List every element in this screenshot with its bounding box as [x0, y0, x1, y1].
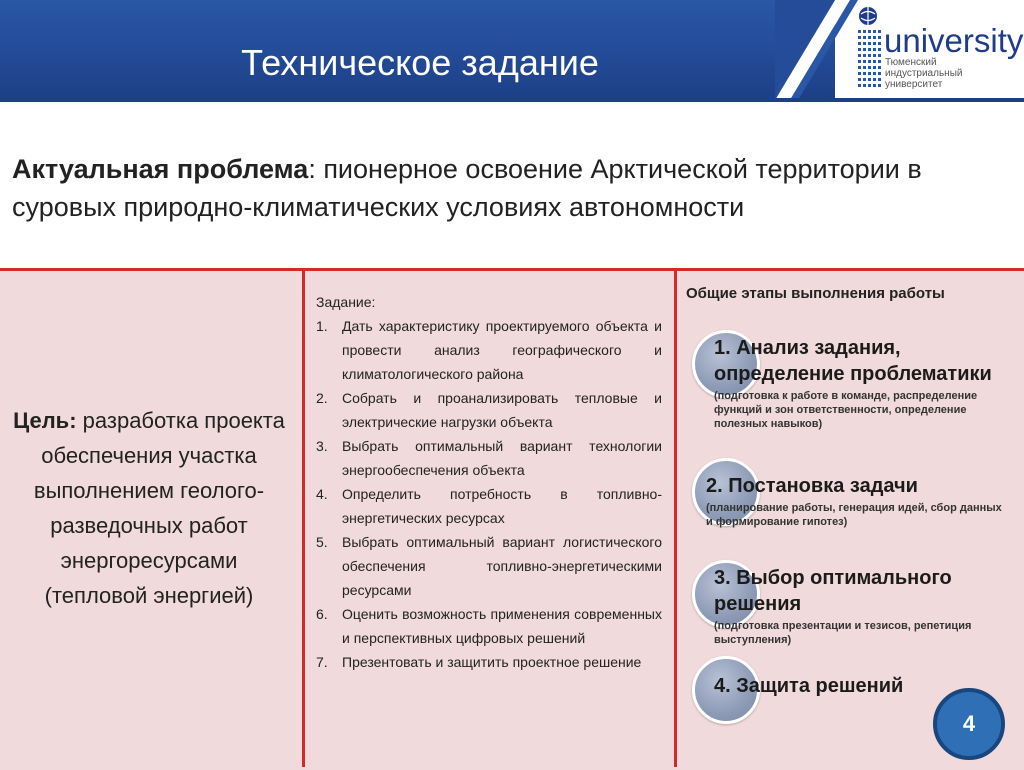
problem-text: : пионерное освоение Арктической территории в суровых природно-климатических условиях автономности	[12, 154, 922, 222]
list-item	[316, 386, 662, 434]
problem-label: Актуальная проблема	[12, 154, 309, 184]
logo-subtitle-line: индустриальный	[885, 68, 963, 79]
page-number-badge: 4	[933, 688, 1005, 760]
logo-subtitle-line: Тюменский	[885, 57, 937, 68]
tasks-list	[316, 314, 662, 674]
list-item-number: 7.	[316, 654, 328, 670]
logo-subtitle-line: университет	[885, 79, 943, 90]
stage-subtitle: (подготовка к работе в команде, распределение функций и зон ответственности, определение полезных навыков)	[714, 390, 978, 430]
list-item-number: 2.	[316, 390, 328, 406]
problem-statement	[12, 150, 1012, 226]
tasks-heading: Задание:	[316, 294, 376, 310]
list-item-text: Выбрать оптимальный вариант технологии энергообеспечения объекта	[342, 438, 662, 478]
column-divider	[302, 271, 305, 767]
list-item	[316, 602, 662, 650]
stage-title: 1. Анализ задания, определение проблематики	[714, 337, 992, 385]
list-item-text: Дать характеристику проектируемого объекта и провести анализ географического и климатологического района	[342, 318, 662, 382]
goal-block	[10, 403, 288, 613]
page-title: Техническое задание	[241, 42, 599, 83]
stage-subtitle: (планирование работы, генерация идей, сбор данных и формирование гипотез)	[706, 502, 1002, 528]
goal-text: разработка проекта обеспечения участка выполнением геолого-разведочных работ энергоресурсами (тепловой энергией)	[33, 408, 285, 608]
list-item-text: Выбрать оптимальный вариант логистического обеспечения топливно-энергетическими ресурсами	[342, 534, 662, 598]
stage-title: 4. Защита решений	[714, 675, 904, 697]
list-item	[316, 434, 662, 482]
list-item-number: 4.	[316, 486, 328, 502]
stage-title: 3. Выбор оптимального решения	[714, 567, 952, 615]
list-item	[316, 314, 662, 386]
list-item-number: 3.	[316, 438, 328, 454]
goal-label: Цель:	[13, 408, 77, 433]
list-item-number: 1.	[316, 318, 328, 334]
list-item-number: 5.	[316, 534, 328, 550]
logo-wordmark: university	[884, 22, 1024, 59]
list-item-text: Определить потребность в топливно-энергетических ресурсах	[342, 486, 662, 526]
stages-title: Общие этапы выполнения работы	[686, 285, 945, 302]
logo-subtitle	[885, 57, 985, 90]
stage-title: 2. Постановка задачи	[706, 475, 918, 497]
list-item-text: Презентовать и защитить проектное решение	[342, 654, 642, 670]
list-item-text: Оценить возможность применения современных и перспективных цифровых решений	[342, 606, 662, 646]
stage-subtitle: (подготовка презентации и тезисов, репетиция выступления)	[714, 620, 972, 646]
list-item	[316, 530, 662, 602]
list-item-number: 6.	[316, 606, 328, 622]
list-item-text: Собрать и проанализировать тепловые и электрические нагрузки объекта	[342, 390, 662, 430]
list-item	[316, 482, 662, 530]
list-item	[316, 650, 662, 674]
column-divider	[674, 271, 677, 767]
tasks-block	[316, 290, 662, 674]
